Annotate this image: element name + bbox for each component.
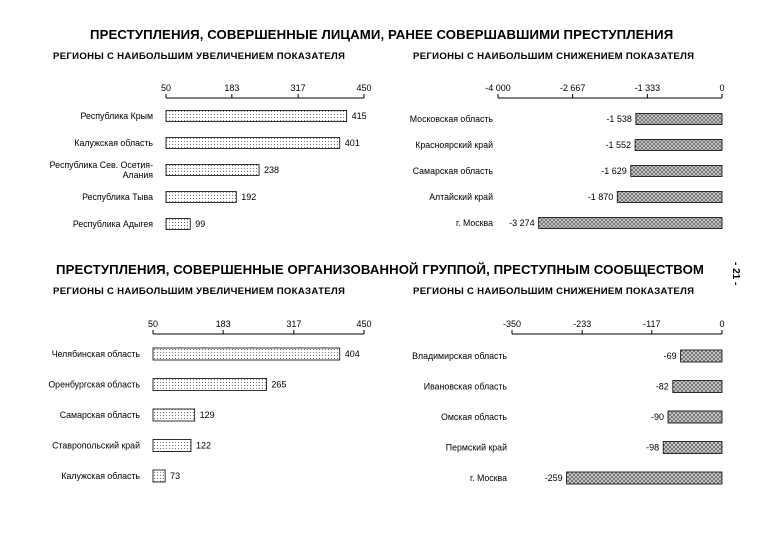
value-label: -98 bbox=[646, 442, 660, 453]
bar bbox=[166, 192, 236, 203]
category-label: Челябинская область bbox=[51, 349, 140, 359]
value-label: 129 bbox=[199, 410, 215, 420]
section-1-title: ПРЕСТУПЛЕНИЯ, СОВЕРШЕННЫЕ ЛИЦАМИ, РАНЕЕ СОВЕРШАВШИМИ ПРЕСТУПЛЕНИЯ bbox=[90, 27, 674, 42]
section-2-decrease-subtitle: РЕГИОНЫ С НАИБОЛЬШИМ СНИЖЕНИЕМ ПОКАЗАТЕЛЯ bbox=[413, 286, 695, 297]
bar bbox=[153, 409, 195, 421]
bar bbox=[663, 442, 722, 454]
category-label: Красноярский край bbox=[415, 140, 493, 150]
value-label: -259 bbox=[544, 473, 563, 483]
value-label: -69 bbox=[663, 351, 677, 361]
value-label: 73 bbox=[170, 471, 181, 481]
category-label: Ставропольский край bbox=[52, 440, 140, 451]
section-1-increase-subtitle: РЕГИОНЫ С НАИБОЛЬШИМ УВЕЛИЧЕНИЕМ ПОКАЗАТЕЛЯ bbox=[53, 51, 346, 62]
category-label: Самарская область bbox=[412, 166, 493, 176]
x-tick-label: -1 333 bbox=[634, 83, 661, 93]
bar bbox=[166, 111, 347, 122]
x-tick-label: 0 bbox=[719, 83, 725, 93]
chart-organized-group-increase bbox=[0, 315, 390, 495]
x-tick-label: -117 bbox=[643, 319, 661, 329]
category-label: Пермский край bbox=[445, 442, 507, 453]
bar bbox=[668, 411, 722, 423]
x-tick-label: -2 667 bbox=[559, 83, 586, 93]
value-label: -1 870 bbox=[587, 192, 614, 202]
value-label: -1 629 bbox=[601, 166, 627, 176]
category-label: Алтайский край bbox=[429, 192, 493, 202]
bar bbox=[153, 379, 266, 391]
bar bbox=[153, 440, 191, 452]
category-label: Ивановская область bbox=[423, 381, 507, 392]
x-tick-label: -350 bbox=[502, 319, 522, 329]
x-tick-label: -233 bbox=[573, 319, 592, 329]
bar bbox=[673, 381, 722, 393]
bar bbox=[631, 166, 722, 177]
chart-organized-group-decrease bbox=[390, 315, 735, 495]
bar bbox=[635, 140, 722, 151]
category-label: г. Москва bbox=[469, 473, 507, 483]
category-label: Республика Тыва bbox=[82, 192, 153, 202]
bar bbox=[567, 472, 722, 484]
bar bbox=[617, 192, 722, 203]
category-label: Оренбургская область bbox=[48, 379, 140, 390]
page-number: - 21 - bbox=[730, 262, 741, 286]
category-label: Калужская область bbox=[74, 138, 153, 148]
x-tick-label: 183 bbox=[224, 83, 240, 93]
value-label: 99 bbox=[195, 219, 206, 229]
bar bbox=[153, 348, 340, 360]
value-label: 192 bbox=[241, 192, 257, 202]
value-label: 404 bbox=[344, 349, 360, 359]
x-tick-label: 317 bbox=[290, 83, 306, 93]
category-label: Республика Адыгея bbox=[72, 219, 153, 229]
value-label: -90 bbox=[650, 412, 664, 422]
bar bbox=[539, 218, 722, 229]
value-label: 401 bbox=[344, 138, 360, 148]
bar bbox=[166, 138, 340, 149]
value-label: -1 538 bbox=[606, 114, 632, 124]
category-label: Московская область bbox=[409, 114, 493, 124]
category-label: Омская область bbox=[440, 412, 507, 422]
value-label: 238 bbox=[264, 165, 280, 175]
x-tick-label: -4 000 bbox=[485, 83, 511, 93]
category-label: Республика Крым bbox=[80, 111, 153, 121]
x-tick-label: 450 bbox=[356, 83, 372, 93]
bar bbox=[153, 470, 165, 482]
section-2-increase-subtitle: РЕГИОНЫ С НАИБОЛЬШИМ УВЕЛИЧЕНИЕМ ПОКАЗАТЕЛЯ bbox=[53, 286, 346, 297]
x-tick-label: 183 bbox=[215, 319, 231, 329]
bar bbox=[166, 219, 190, 230]
category-label: Самарская область bbox=[59, 410, 140, 420]
category-label: Калужская область bbox=[61, 471, 140, 481]
value-label: -82 bbox=[655, 381, 669, 392]
category-label: г. Москва bbox=[455, 218, 493, 228]
section-1-decrease-subtitle: РЕГИОНЫ С НАИБОЛЬШИМ СНИЖЕНИЕМ ПОКАЗАТЕЛЯ bbox=[413, 51, 695, 62]
category-label: Владимирская область bbox=[412, 351, 507, 361]
x-tick-label: 0 bbox=[719, 319, 725, 329]
x-tick-label: 317 bbox=[286, 319, 302, 329]
bar bbox=[681, 350, 722, 362]
section-2-title: ПРЕСТУПЛЕНИЯ, СОВЕРШЕННЫЕ ОРГАНИЗОВАННОЙ ГРУППОЙ, ПРЕСТУПНЫМ СООБЩЕСТВОМ bbox=[56, 262, 705, 277]
bar bbox=[166, 165, 259, 176]
x-tick-label: 50 bbox=[147, 319, 159, 329]
x-tick-label: 450 bbox=[356, 319, 372, 329]
category-label: Республика Сев. Осетия-Алания bbox=[49, 160, 153, 180]
bar bbox=[636, 114, 722, 125]
value-label: 415 bbox=[351, 111, 367, 121]
value-label: -3 274 bbox=[509, 218, 535, 228]
value-label: 265 bbox=[271, 379, 287, 390]
value-label: -1 552 bbox=[605, 140, 632, 150]
chart-repeat-offenders-decrease bbox=[390, 80, 735, 240]
x-tick-label: 50 bbox=[160, 83, 172, 93]
chart-repeat-offenders-increase bbox=[0, 80, 390, 240]
value-label: 122 bbox=[195, 440, 212, 451]
